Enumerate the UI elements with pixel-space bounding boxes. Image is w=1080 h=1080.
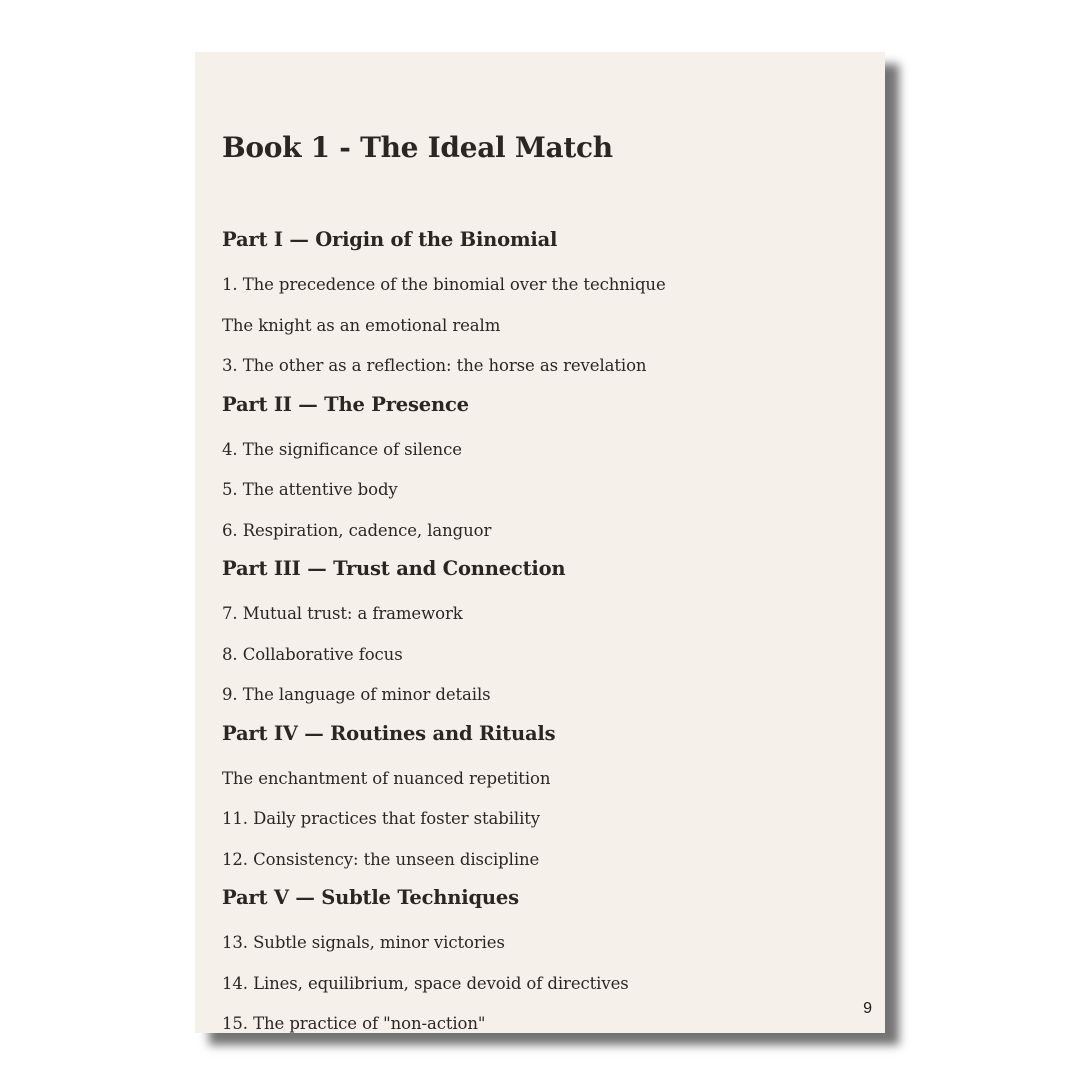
toc-item: 5. The attentive body [222,480,398,499]
toc-item: 6. Respiration, cadence, languor [222,520,492,540]
part-heading: Part I — Origin of the Binomial [222,228,558,251]
part-heading: Part III — Trust and Connection [222,557,566,580]
toc-item: 8. Collaborative focus [222,644,403,664]
book-page [195,52,885,1033]
part-heading: Part V — Subtle Techniques [222,886,519,909]
page-number: 9 [863,1000,872,1017]
toc-item: 1. The precedence of the binomial over the technique [222,275,666,294]
toc-item: 9. The language of minor details [222,685,491,704]
toc-item: 3. The other as a reflection: the horse as revelation [222,356,647,375]
part-section [222,222,862,387]
part-section [222,551,862,716]
book-title: Book 1 - The Ideal Match [222,131,613,164]
toc-item: 13. Subtle signals, minor victories [222,933,505,952]
part-section [222,716,862,881]
part-section [222,387,862,552]
toc-item: The knight as an emotional realm [222,315,501,335]
toc-item: 14. Lines, equilibrium, space devoid of directives [222,973,629,993]
part-heading: Part IV — Routines and Rituals [222,721,556,745]
toc-item: 4. The significance of silence [222,439,462,459]
part-heading: Part II — The Presence [222,392,469,416]
toc-item: The enchantment of nuanced repetition [222,768,551,788]
toc-item: 11. Daily practices that foster stability [222,809,541,828]
toc-item: 15. The practice of "non-action" [222,1014,486,1033]
table-of-contents [222,222,862,1045]
toc-item: 12. Consistency: the unseen discipline [222,849,540,869]
toc-item: 7. Mutual trust: a framework [222,604,463,623]
part-section [222,880,862,1045]
